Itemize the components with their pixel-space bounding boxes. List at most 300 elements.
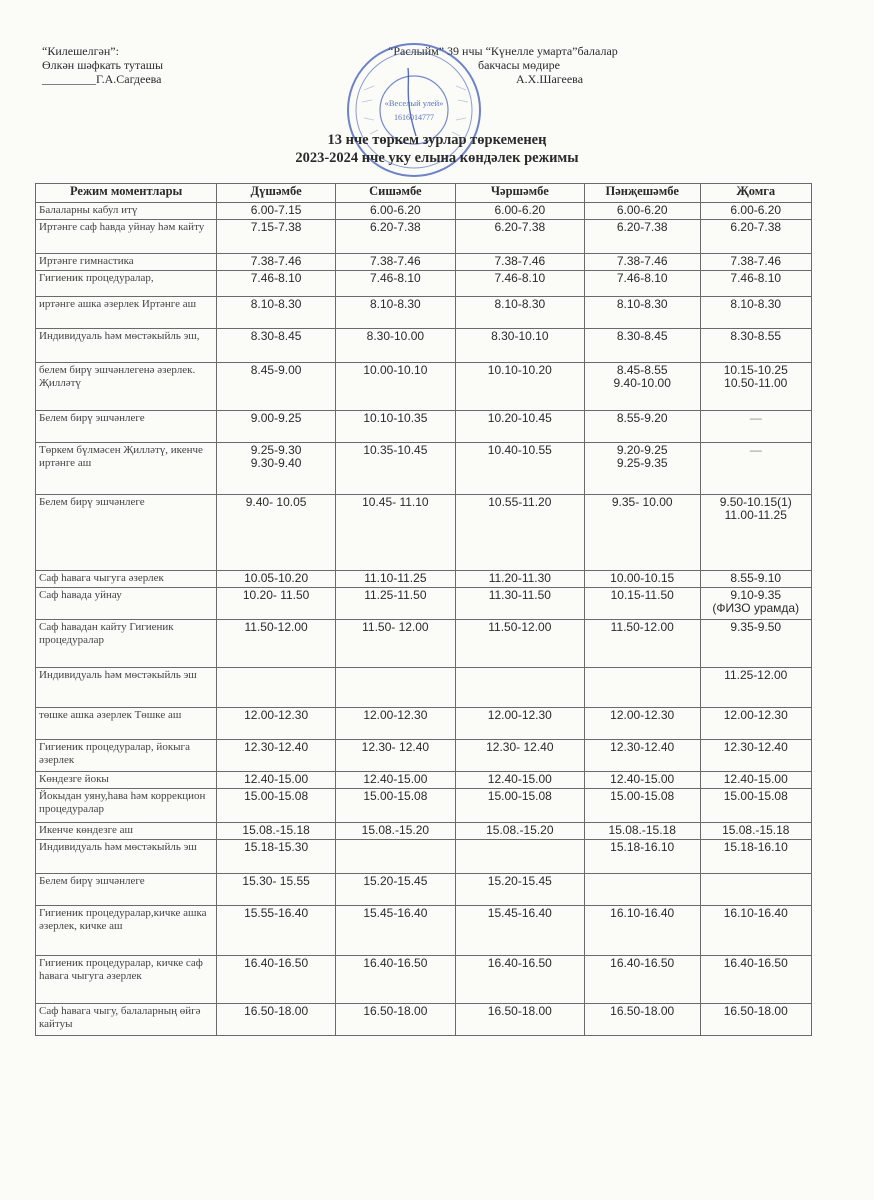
time-cell (217, 443, 336, 495)
mode-cell: Төркем бүлмәсен Җилләтү, икенче иртәнге аш (36, 443, 217, 495)
time-cell (335, 588, 455, 620)
time-value: 8.10-8.30 (250, 297, 302, 311)
mode-cell: белем бирү эшчәнлегенә әзерлек. Җилләтү (36, 363, 217, 411)
time-value: 11.00-11.25 (724, 508, 787, 522)
time-value: 11.25-11.50 (364, 588, 427, 602)
time-value: 8.45-8.55 (616, 363, 668, 377)
time-value: 12.00-12.30 (723, 708, 788, 722)
time-value: 15.08.-15.18 (722, 823, 790, 837)
table-row (36, 956, 812, 1004)
time-value: 12.40-15.00 (363, 772, 428, 786)
table-row (36, 329, 812, 363)
time-cell (584, 495, 700, 571)
time-value: 10.50-11.00 (724, 376, 788, 390)
time-cell (455, 297, 584, 329)
time-cell (700, 874, 811, 906)
time-cell (335, 668, 455, 708)
time-cell (217, 874, 336, 906)
time-cell (455, 254, 584, 271)
time-value: 7.38-7.46 (616, 254, 668, 268)
time-value: 8.30-8.55 (730, 329, 782, 343)
time-value: 10.15-10.25 (723, 363, 788, 377)
mode-cell: Саф һавада уйнау (36, 588, 217, 620)
time-value: 7.38-7.46 (370, 254, 421, 268)
time-cell (584, 823, 700, 840)
time-value: 11.50-12.00 (488, 620, 552, 634)
time-cell (455, 363, 584, 411)
time-value: 8.45-9.00 (250, 363, 302, 377)
time-value: 6.00-6.20 (494, 203, 546, 217)
time-cell (455, 271, 584, 297)
time-value: 11.50-12.00 (610, 620, 674, 634)
time-value: 16.50-18.00 (610, 1004, 675, 1018)
time-value: 6.00-7.15 (250, 203, 302, 217)
time-value: 7.46-8.10 (494, 271, 546, 285)
approval-right-line2: бакчасы мөдире (478, 58, 560, 72)
table-row (36, 588, 812, 620)
time-cell (335, 297, 455, 329)
time-value: 9.20-9.25 (616, 443, 668, 457)
table-row (36, 220, 812, 254)
mode-cell: Индивидуаль һәм мөстәкыйль эш, (36, 329, 217, 363)
table-row (36, 906, 812, 956)
time-value: 7.46-8.10 (250, 271, 302, 285)
header-cell-wednesday: Чәршәмбе (455, 184, 584, 203)
table-row (36, 708, 812, 740)
time-value: 15.18-16.10 (723, 840, 788, 854)
time-value: 8.55-9.10 (730, 571, 782, 585)
time-cell (335, 789, 455, 823)
time-cell (584, 906, 700, 956)
time-value: 12.30-12.40 (610, 740, 675, 754)
time-value: 10.10-10.20 (487, 363, 552, 377)
time-value: 15.08.-15.20 (486, 823, 554, 837)
time-cell (335, 571, 455, 588)
time-value: 11.50-12.00 (244, 620, 308, 634)
time-cell (455, 329, 584, 363)
time-cell (584, 1004, 700, 1036)
approval-left-line3: _________Г.А.Сагдеева (42, 72, 162, 86)
mode-cell: Саф һавага чыгуга әзерлек (36, 571, 217, 588)
header-cell-friday: Җомга (700, 184, 811, 203)
time-cell (700, 840, 811, 874)
time-cell (335, 1004, 455, 1036)
table-row (36, 271, 812, 297)
time-value: 16.40-16.50 (610, 956, 675, 970)
time-value: 6.00-6.20 (370, 203, 421, 217)
time-cell (335, 956, 455, 1004)
time-value: 8.30-10.00 (366, 329, 425, 343)
time-value: 16.50-18.00 (487, 1004, 552, 1018)
time-value: 11.50- 12.00 (362, 620, 429, 634)
time-cell (584, 772, 700, 789)
approval-left-line2: Өлкән шәфкать туташы (42, 58, 164, 72)
time-value: 16.50-18.00 (363, 1004, 428, 1018)
time-value: 12.40-15.00 (487, 772, 552, 786)
time-cell (700, 443, 811, 495)
time-value: 15.45-16.40 (363, 906, 428, 920)
time-value: 9.25-9.35 (616, 456, 668, 470)
table-row (36, 1004, 812, 1036)
time-cell (217, 271, 336, 297)
time-cell (700, 254, 811, 271)
time-cell (455, 823, 584, 840)
time-cell (584, 220, 700, 254)
time-value: 8.10-8.30 (616, 297, 668, 311)
time-cell (217, 571, 336, 588)
schedule-table (35, 183, 812, 1036)
time-value: 11.30-11.50 (488, 588, 551, 602)
time-cell (217, 620, 336, 668)
time-value: 16.40-16.50 (723, 956, 788, 970)
time-cell (455, 495, 584, 571)
time-value: 10.55-11.20 (488, 495, 552, 509)
time-cell (700, 571, 811, 588)
time-cell (584, 620, 700, 668)
mode-cell: Гигиеник процедуралар, кичке саф һавага чыгуга әзерлек (36, 956, 217, 1004)
time-cell (584, 254, 700, 271)
time-value: 12.40-15.00 (610, 772, 675, 786)
time-value: 10.05-10.20 (244, 571, 309, 585)
time-value: 12.00-12.30 (610, 708, 675, 722)
time-cell (217, 740, 336, 772)
time-value: 11.20-11.30 (488, 571, 551, 585)
time-value: 12.40-15.00 (723, 772, 788, 786)
time-value: — (749, 411, 762, 425)
time-value: 16.40-16.50 (244, 956, 309, 970)
time-value: 10.20- 11.50 (242, 588, 310, 602)
time-cell (584, 203, 700, 220)
time-cell (217, 588, 336, 620)
time-cell (700, 411, 811, 443)
time-value: 12.30- 12.40 (361, 740, 430, 754)
mode-cell: төшке ашка әзерлек Төшке аш (36, 708, 217, 740)
time-cell (700, 1004, 811, 1036)
time-cell (584, 443, 700, 495)
time-value: 16.10-16.40 (610, 906, 675, 920)
time-value: 15.30- 15.55 (242, 874, 310, 888)
time-value: 9.10-9.35 (730, 588, 782, 602)
time-cell (335, 271, 455, 297)
time-value: 12.00-12.30 (363, 708, 428, 722)
table-row (36, 254, 812, 271)
time-cell (455, 708, 584, 740)
time-cell (217, 203, 336, 220)
time-cell (217, 840, 336, 874)
table-row (36, 203, 812, 220)
time-value: 16.50-18.00 (723, 1004, 788, 1018)
time-cell (455, 620, 584, 668)
time-cell (700, 956, 811, 1004)
time-cell (217, 956, 336, 1004)
approval-block-left (42, 44, 163, 86)
mode-cell: Балаларны кабул итү (36, 203, 217, 220)
table-header-row (36, 184, 812, 203)
time-value: 15.00-15.08 (610, 789, 675, 803)
time-value: 15.00-15.08 (723, 789, 788, 803)
time-value: 7.46-8.10 (730, 271, 782, 285)
table-row (36, 620, 812, 668)
time-cell (455, 588, 584, 620)
time-cell (455, 668, 584, 708)
stamp-number: 1616014777 (394, 113, 434, 122)
stamp-center-text: «Веселый улей» (384, 98, 444, 108)
table-row (36, 772, 812, 789)
time-cell (584, 740, 700, 772)
time-cell (335, 840, 455, 874)
time-value: 6.20-7.38 (494, 220, 546, 234)
time-cell (335, 254, 455, 271)
time-value: 10.00-10.15 (610, 571, 675, 585)
header-cell-thursday: Пәнҗешәмбе (584, 184, 700, 203)
time-cell (335, 620, 455, 668)
time-cell (455, 789, 584, 823)
time-value: 9.50-10.15(1) (719, 495, 792, 509)
mode-cell: Индивидуаль һәм мөстәкыйль эш (36, 840, 217, 874)
time-cell (335, 203, 455, 220)
time-value: 15.20-15.45 (487, 874, 552, 888)
time-value: 15.45-16.40 (487, 906, 552, 920)
mode-cell: Саф һавадан кайту Гигиеник процедуралар (36, 620, 217, 668)
time-cell (335, 363, 455, 411)
time-value: 15.08.-15.20 (361, 823, 430, 837)
time-cell (584, 571, 700, 588)
time-cell (217, 411, 336, 443)
time-value: 15.18-16.10 (610, 840, 675, 854)
time-cell (335, 906, 455, 956)
time-cell (335, 823, 455, 840)
time-value: 16.50-18.00 (244, 1004, 309, 1018)
time-value: 12.30- 12.40 (486, 740, 554, 754)
time-cell (700, 906, 811, 956)
time-value: 15.08.-15.18 (242, 823, 310, 837)
time-value: 8.30-10.10 (491, 329, 549, 343)
time-value: 8.10-8.30 (730, 297, 782, 311)
time-value: 7.46-8.10 (616, 271, 668, 285)
time-value: (ФИЗО урамда) (712, 601, 800, 615)
table-row (36, 495, 812, 571)
mode-cell: Иртәнге саф һавда уйнау һәм кайту (36, 220, 217, 254)
time-cell (700, 495, 811, 571)
time-cell (217, 789, 336, 823)
approval-right-line1: “Раслыйм” 39 нчы “Күнелле умарта”балалар (388, 44, 618, 58)
time-cell (584, 668, 700, 708)
time-value: 16.40-16.50 (363, 956, 428, 970)
time-value: 15.00-15.08 (363, 789, 428, 803)
table-row (36, 571, 812, 588)
time-value: 11.10-11.25 (364, 571, 427, 585)
time-value: 16.40-16.50 (487, 956, 552, 970)
time-cell (217, 823, 336, 840)
mode-cell: Белем бирү эшчәнлеге (36, 874, 217, 906)
time-cell (700, 708, 811, 740)
time-value: 12.30-12.40 (244, 740, 309, 754)
mode-cell: Икенче көндезге аш (36, 823, 217, 840)
time-value: 11.25-12.00 (724, 668, 788, 682)
time-value: 6.00-6.20 (730, 203, 782, 217)
time-value: 9.40- 10.05 (245, 495, 307, 509)
time-cell (217, 1004, 336, 1036)
time-cell (584, 588, 700, 620)
time-value: 9.00-9.25 (250, 411, 302, 425)
time-value: 7.46-8.10 (370, 271, 421, 285)
time-cell (455, 203, 584, 220)
time-cell (455, 411, 584, 443)
time-value: 15.55-16.40 (244, 906, 309, 920)
time-cell (700, 271, 811, 297)
time-value: 8.30-8.45 (250, 329, 302, 343)
time-cell (584, 297, 700, 329)
time-cell (700, 823, 811, 840)
table-row (36, 363, 812, 411)
time-cell (700, 668, 811, 708)
time-cell (455, 840, 584, 874)
time-value: 12.00-12.30 (244, 708, 309, 722)
time-cell (335, 411, 455, 443)
time-cell (217, 220, 336, 254)
time-cell (217, 772, 336, 789)
time-cell (455, 443, 584, 495)
time-value: 10.20-10.45 (487, 411, 552, 425)
time-cell (584, 271, 700, 297)
time-cell (700, 789, 811, 823)
header-cell-monday: Дүшәмбе (217, 184, 336, 203)
mode-cell: Саф һавага чыгу, балаларның өйгә кайтуы (36, 1004, 217, 1036)
time-value: 15.18-15.30 (244, 840, 309, 854)
time-cell (335, 443, 455, 495)
time-value: 10.10-10.35 (363, 411, 428, 425)
time-cell (455, 740, 584, 772)
time-cell (584, 363, 700, 411)
time-value: 6.00-6.20 (616, 203, 668, 217)
time-cell (584, 411, 700, 443)
time-value: 6.20-7.38 (616, 220, 668, 234)
time-value: 9.35- 10.00 (611, 495, 673, 509)
time-cell (700, 772, 811, 789)
time-value: 10.15-11.50 (610, 588, 674, 602)
time-value: 12.00-12.30 (487, 708, 552, 722)
time-cell (455, 1004, 584, 1036)
time-cell (700, 297, 811, 329)
mode-cell: Гигиеник процедуралар,кичке ашка әзерлек, кичке аш (36, 906, 217, 956)
time-cell (455, 874, 584, 906)
time-cell (335, 495, 455, 571)
table-row (36, 840, 812, 874)
time-value: 10.35-10.45 (363, 443, 428, 457)
time-value: 6.20-7.38 (370, 220, 421, 234)
approval-right-line3: А.Х.Шагеева (516, 72, 584, 86)
time-cell (335, 708, 455, 740)
table-row (36, 789, 812, 823)
time-cell (584, 956, 700, 1004)
time-cell (584, 789, 700, 823)
time-value: 9.40-10.00 (613, 376, 671, 390)
mode-cell: Көндезге йокы (36, 772, 217, 789)
header-cell-tuesday: Сишәмбе (335, 184, 455, 203)
time-value: 7.38-7.46 (250, 254, 302, 268)
time-cell (335, 329, 455, 363)
time-value: 8.10-8.30 (494, 297, 546, 311)
time-cell (584, 840, 700, 874)
approval-left-line1: “Килешелгән”: (42, 44, 119, 58)
time-cell (217, 329, 336, 363)
document-title-line2: 2023-2024 нче уку елына көндәлек режимы (295, 150, 579, 166)
mode-cell: Гигиеник процедуралар, йокыга әзерлек (36, 740, 217, 772)
time-cell (455, 772, 584, 789)
time-value: 7.15-7.38 (250, 220, 302, 234)
time-value: 9.25-9.30 (250, 443, 302, 457)
time-value: 12.30-12.40 (723, 740, 788, 754)
mode-cell: Йокыдан уяну,һава һәм коррекцион процедуралар (36, 789, 217, 823)
time-cell (700, 620, 811, 668)
table-row (36, 740, 812, 772)
time-value: 8.55-9.20 (616, 411, 668, 425)
document-title-line1: 13 нче төркем зурлар төркеменең (327, 132, 547, 148)
time-cell (217, 363, 336, 411)
time-cell (217, 906, 336, 956)
time-cell (335, 740, 455, 772)
time-value: 7.38-7.46 (494, 254, 546, 268)
time-value: 8.10-8.30 (370, 297, 421, 311)
mode-cell: Индивидуаль һәм мөстәкыйль эш (36, 668, 217, 708)
time-cell (217, 254, 336, 271)
table-row (36, 823, 812, 840)
time-value: 9.30-9.40 (250, 456, 302, 470)
mode-cell: Белем бирү эшчәнлеге (36, 411, 217, 443)
time-cell (217, 297, 336, 329)
time-value: 15.00-15.08 (487, 789, 552, 803)
time-cell (455, 956, 584, 1004)
time-value: 8.30-8.45 (616, 329, 668, 343)
mode-cell: Белем бирү эшчәнлеге (36, 495, 217, 571)
time-cell (700, 588, 811, 620)
table-row (36, 443, 812, 495)
time-cell (455, 571, 584, 588)
table-row (36, 297, 812, 329)
time-cell (584, 874, 700, 906)
time-value: — (749, 443, 762, 457)
time-cell (700, 740, 811, 772)
header-cell-mode: Режим моментлары (36, 184, 217, 203)
time-cell (217, 668, 336, 708)
time-cell (700, 329, 811, 363)
time-value: 12.40-15.00 (244, 772, 309, 786)
time-value: 10.00-10.10 (363, 363, 428, 377)
table-row (36, 874, 812, 906)
time-cell (584, 708, 700, 740)
schedule-body (36, 203, 812, 1036)
time-value: 15.08.-15.18 (608, 823, 676, 837)
time-cell (700, 363, 811, 411)
mode-cell: Иртәнге гимнастика (36, 254, 217, 271)
time-value: 7.38-7.46 (730, 254, 782, 268)
table-row (36, 668, 812, 708)
time-cell (335, 772, 455, 789)
time-cell (217, 708, 336, 740)
time-cell (700, 220, 811, 254)
time-value: 10.45- 11.10 (362, 495, 429, 509)
mode-cell: иртәнге ашка әзерлек Иртәнге аш (36, 297, 217, 329)
time-value: 9.35-9.50 (730, 620, 782, 634)
time-cell (335, 220, 455, 254)
time-cell (455, 220, 584, 254)
time-value: 15.00-15.08 (244, 789, 309, 803)
mode-cell: Гигиеник процедуралар, (36, 271, 217, 297)
time-value: 15.20-15.45 (363, 874, 428, 888)
time-cell (700, 203, 811, 220)
time-cell (335, 874, 455, 906)
time-cell (217, 495, 336, 571)
